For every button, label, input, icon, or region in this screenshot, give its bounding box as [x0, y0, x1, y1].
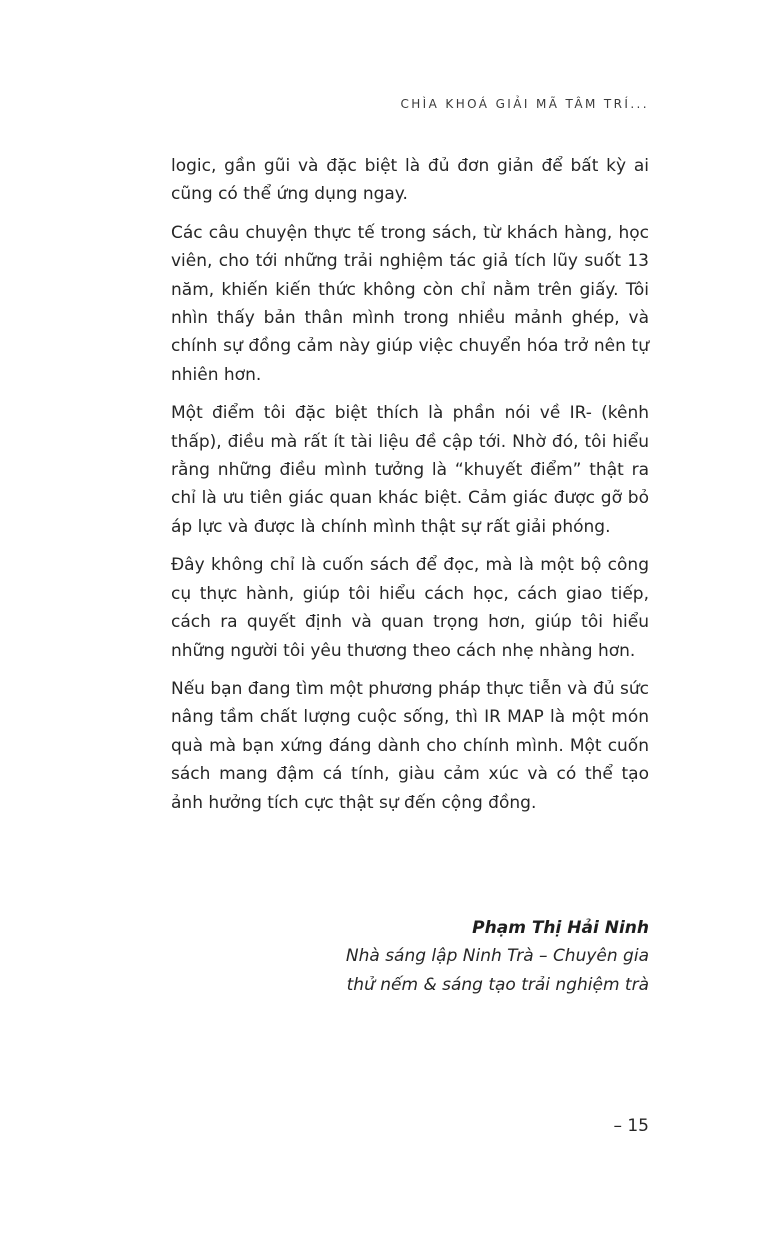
body-text: [171, 152, 649, 827]
paragraph-2: Các câu chuyện thực tế trong sách, từ khách hàng, học viên, cho tới những trải nghiệm tác giả tích lũy suốt 13 năm, khiến kiến thức không còn chỉ nằm trên giấy. Tôi nhìn thấy bản thân mình trong nhiều mảnh ghép, và chính sự đồng cảm này giúp việc chuyển hóa trở nên tự nhiên hơn.: [171, 222, 649, 385]
paragraph-5: Nếu bạn đang tìm một phương pháp thực tiễn và đủ sức nâng tầm chất lượng cuộc sống, thì IR MAP là một món quà mà bạn xứng đáng dành cho chính mình. Một cuốn sách mang đậm cá tính, giàu cảm xúc và có thể tạo ảnh hưởng tích cực thật sự đến cộng đồng.: [171, 678, 650, 813]
paragraph-4: Đây không chỉ là cuốn sách để đọc, mà là một bộ công cụ thực hành, giúp tôi hiểu cách học, cách giao tiếp, cách ra quyết định và quan trọng hơn, giúp tôi hiểu những người tôi yêu thương theo cách nhẹ nhàng hơn.: [171, 555, 649, 661]
author-title-line-1: Nhà sáng lập Ninh Trà – Chuyên gia: [345, 946, 649, 966]
running-header: CHÌA KHOÁ GIẢI MÃ TÂM TRÍ...: [400, 97, 649, 111]
author-name: Phạm Thị Hải Ninh: [472, 918, 649, 938]
signature-block: [171, 914, 649, 999]
page-number: – 15: [613, 1116, 649, 1136]
author-title-line-2: thử nếm & sáng tạo trải nghiệm trà: [346, 974, 649, 995]
paragraph-1: logic, gần gũi và đặc biệt là đủ đơn giản để bất kỳ ai cũng có thể ứng dụng ngay.: [171, 156, 649, 205]
paragraph-3: Một điểm tôi đặc biệt thích là phần nói về IR- (kênh thấp), điều mà rất ít tài liệu đề cập tới. Nhờ đó, tôi hiểu rằng những điều mình tưởng là “khuyết điểm” thật ra chỉ là ưu tiên giác quan khác biệt. Cảm giác được gỡ bỏ áp lực và được là chính mình thật sự rất giải phóng.: [171, 403, 649, 537]
